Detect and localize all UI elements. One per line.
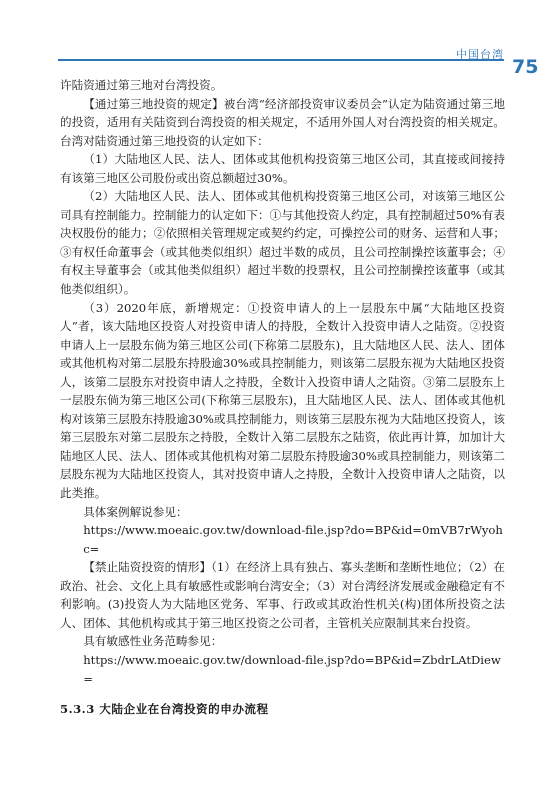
section-heading: 5.3.3 大陆企业在台湾投资的申办流程 — [60, 702, 269, 716]
paragraph: 具有敏感性业务范畴参见： — [83, 634, 223, 649]
paragraph: 【禁止陆资投资的情形】（1）在经济上具有独占、寡头垄断和垄断性地位；（2）在政治、社会、文化上具有敏感性或影响台湾安全；（3）对台湾经济发展或金融稳定有不利影响。(3)投资人为大陆地区党务、军事、行政或其政治性机关(构)团体所投资之法人、团体、其他机构或其于第三地区投资之公司者，主管机关应限制其来台投资。 — [60, 560, 505, 630]
paragraph: 具体案例解说参见： — [83, 504, 188, 519]
paragraph: （3）2020年底，新增规定：①投资申请人的上一层股东中属“大陆地区投资人”者，该大陆地区投资人对投资申请人的持股，全数计入投资申请人之陆资。②投资申请人上一层股东倘为第三地区公司(下称第二层股东)，且大陆地区人民、法人、团体或其他机构对第二层股东持股逾30%或具控制能力，则该第二层股东视为大陆地区投资人，该第二层股东对投资申请人之持股，全数计入投资申请人之陆资。③第二层股东上一层股东倘为第三地区公司(下称第三层股东)，且大陆地区人民、法人、团体或其他机构对该第三层股东持股逾30%或具控制能力，则该第三层股东视为大陆地区投资人，该第三层股东对第二层股东之持股，全数计入第二层股东之陆资，依此再计算，加加计大陆地区人民、法人、团体或其他机构对第二层股东持股逾30%或具控制能力，则该第二层股东视为大陆地区投资人，其对投资申请人之持股，全数计入投资申请人之陆资，以此类推。 — [60, 300, 505, 501]
paragraph: （1）大陆地区人民、法人、团体或其他机构投资第三地区公司，其直接或间接持有该第三地区公司股份或出资总额超过30%。 — [60, 152, 505, 185]
body-text — [60, 76, 505, 688]
page-number: 75 — [512, 56, 539, 78]
paragraph: 许陆资通过第三地对台湾投资。 — [60, 78, 223, 92]
header-section-label: 中国台湾 — [456, 48, 504, 61]
paragraph: 【通过第三地投资的规定】被台湾“经济部投资审议委员会”认定为陆资通过第三地的投资，适用有关陆资到台湾投资的相关规定，不适用外国人对台湾投资的相关规定。台湾对陆资通过第三地投资的认定如下： — [60, 96, 505, 148]
link[interactable]: https://www.moeaic.gov.tw/download-file.jsp?do=BP&id=0mVB7rWyohc= — [83, 523, 503, 556]
header-rule — [58, 59, 504, 61]
link[interactable]: https://www.moeaic.gov.tw/download-file.jsp?do=BP&id=ZbdrLAtDiew= — [83, 652, 501, 686]
paragraph: （2）大陆地区人民、法人、团体或其他机构投资第三地区公司，对该第三地区公司具有控制能力。控制能力的认定如下：①与其他投资人约定，具有控制超过50%有表决权股份的能力；②依照相关管理规定或契约约定，可操控公司的财务、运营和人事；③有权任命董事会（或其他类似组织）超过半数的成员，且公司控制操控该董事会；④有权主导董事会（或其他类似组织）超过半数的投票权，且公司控制操控该董事（或其他类似组织）。 — [60, 189, 505, 297]
